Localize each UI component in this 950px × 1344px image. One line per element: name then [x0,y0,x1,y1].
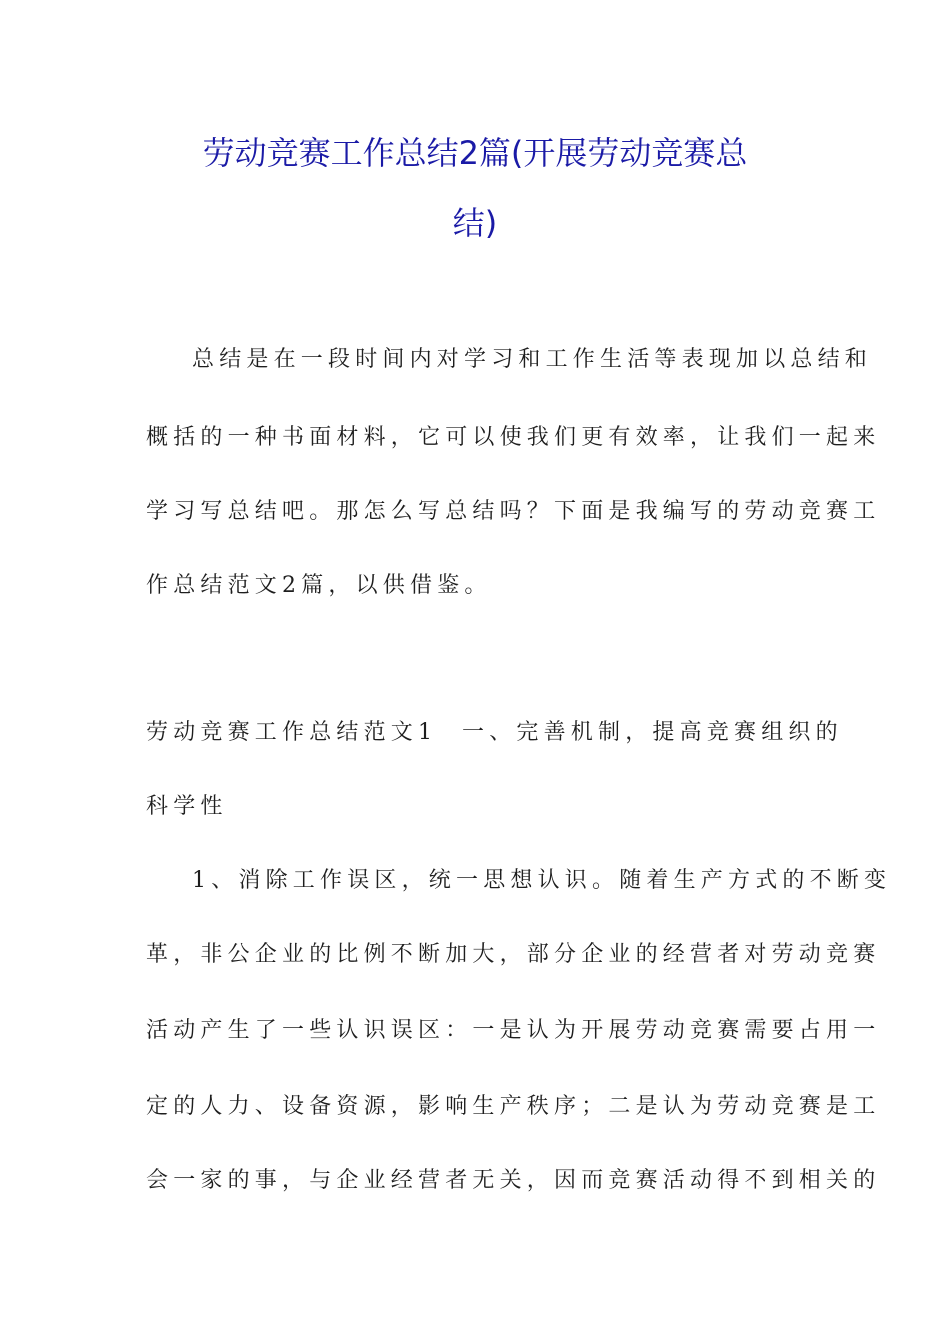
body-paragraph-line: 革，非公企业的比例不断加大，部分企业的经营者对劳动竞赛 [146,942,881,967]
body-paragraph-line: 定的人力、设备资源，影响生产秩序；二是认为劳动竞赛是工 [146,1094,881,1119]
document-title-line-2: 结) [452,204,498,242]
section-heading: 一、完善机制，提高竞赛组织的 [462,720,843,745]
section-heading-continuation: 科学性 [146,794,228,819]
intro-paragraph-line: 作总结范文2篇，以供借鉴。 [146,573,492,598]
intro-paragraph-line: 总结是在一段时间内对学习和工作生活等表现加以总结和 [192,347,873,372]
section-label: 劳动竞赛工作总结范文1 [146,720,438,745]
body-paragraph-line: 会一家的事，与企业经营者无关，因而竞赛活动得不到相关的 [146,1168,881,1193]
intro-paragraph-line: 概括的一种书面材料，它可以使我们更有效率，让我们一起来 [146,425,881,450]
document-title-line-1: 劳动竞赛工作总结2篇(开展劳动竞赛总 [202,134,748,172]
body-paragraph-line: 活动产生了一些认识误区：一是认为开展劳动竞赛需要占用一 [146,1018,881,1043]
intro-paragraph-line: 学习写总结吧。那怎么写总结吗？下面是我编写的劳动竞赛工 [146,499,881,524]
body-paragraph-line: 1、消除工作误区，统一思想认识。随着生产方式的不断变 [192,868,892,893]
